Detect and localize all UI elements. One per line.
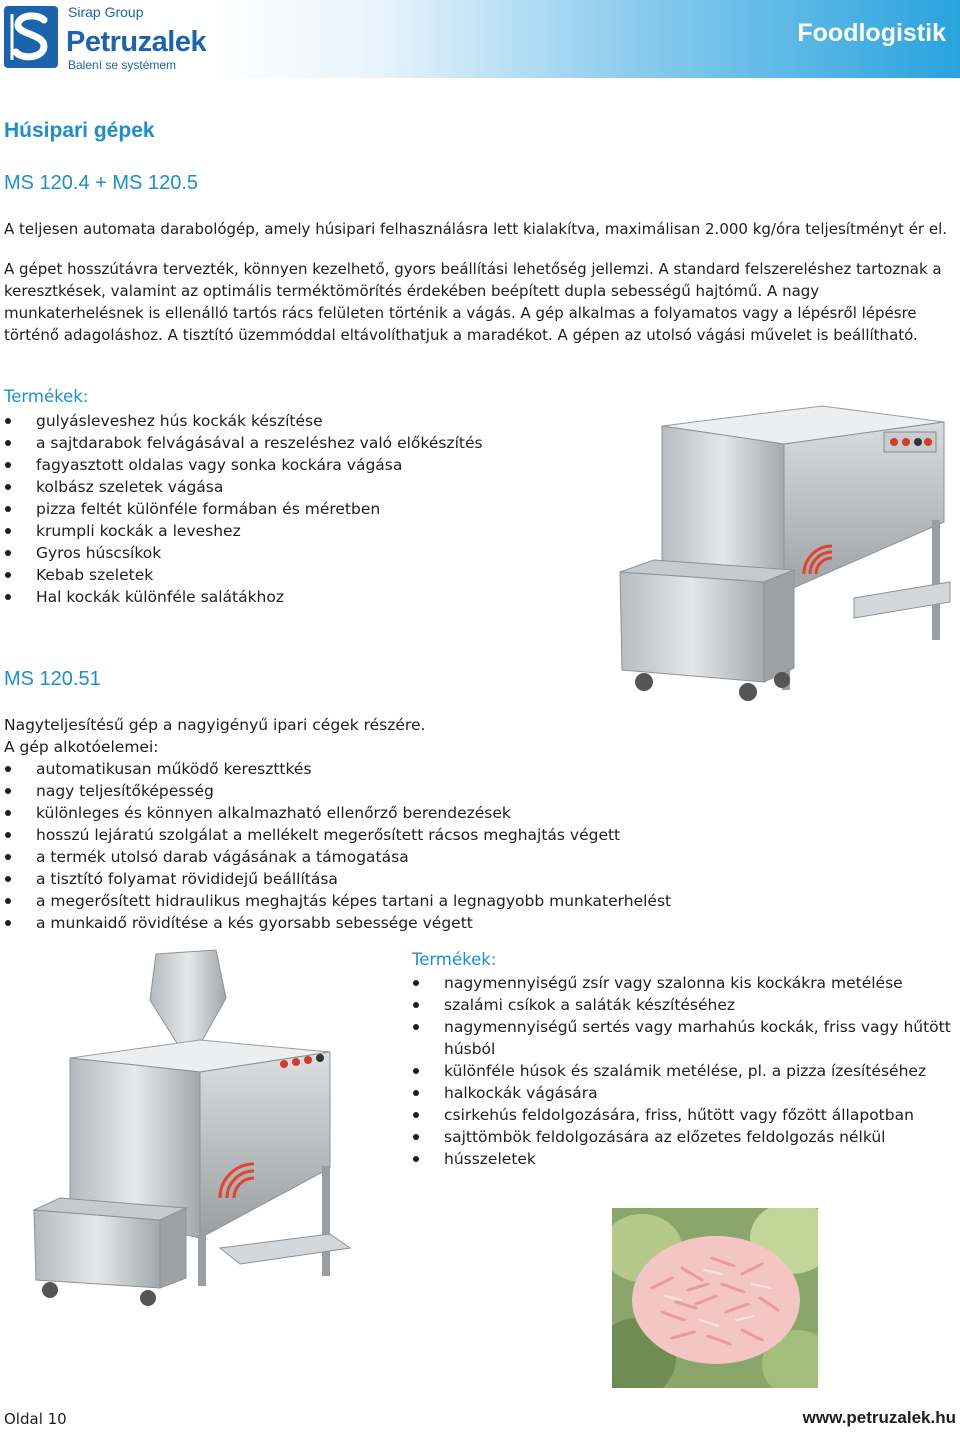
intro-paragraph: A gépet hosszútávra tervezték, könnyen kezelhető, gyors beállítási lehetőség jellemzi. A standard felszereléshez tartoznak a keresztkések, valamint az optimális terméktömörítés érdekében beépített dupla sebességű hajtómű. A nagy munkaterhelésnek is ellenálló tartós rács felületen történik a vágás. A gép alkalmas a folyamatos vagy a lépésről lépésre történő adagoláshoz. A tisztító üzemmóddal eltávolíthatjuk a maradékot. A gépen az utolsó vágási művelet is beállítható. [4, 260, 942, 344]
product2-description: Nagyteljesítésű gép a nagyigényű ipari cégek részére. [4, 716, 426, 734]
section-title: Foodlogistik [797, 19, 946, 47]
list-item: gulyásleveshez hús kockák készítése [4, 410, 624, 432]
list-item: sajttömbök feldolgozására az előzetes feldolgozás nélkül [412, 1126, 952, 1148]
list-item: krumpli kockák a leveshez [4, 520, 624, 542]
list-item: nagy teljesítőképesség [4, 780, 944, 802]
product2-features-list [4, 758, 944, 934]
intro-paragraph: A teljesen automata darabológép, amely húsipari felhasználásra lett kialakítva, maximálisan 2.000 kg/óra teljesítményt ér el. [4, 220, 948, 238]
product2-title: MS 120.51 [4, 668, 101, 690]
list-item: a megerősített hidraulikus meghajtás képes tartani a legnagyobb munkaterhelést [4, 890, 944, 912]
list-item: Kebab szeletek [4, 564, 624, 586]
list-item: a sajtdarabok felvágásával a reszeléshez való előkészítés [4, 432, 624, 454]
product1-products-list [4, 410, 624, 608]
product1-products-label: Termékek: [4, 387, 89, 406]
list-item: a termék utolsó darab vágásának a támogatása [4, 846, 944, 868]
product1-title: MS 120.4 + MS 120.5 [4, 172, 199, 194]
list-item: automatikusan működő kereszttkés [4, 758, 944, 780]
group-name: Sirap Group [68, 4, 144, 20]
list-item: csirkehús feldolgozására, friss, hűtött vagy főzött állapotban [412, 1104, 952, 1126]
product2-products-label: Termékek: [412, 950, 497, 969]
list-item: szalámi csíkok a saláták készítéséhez [412, 994, 952, 1016]
list-item: Gyros húscsíkok [4, 542, 624, 564]
page-number: Oldal 10 [4, 1410, 67, 1428]
petruzalek-logo-icon [4, 6, 58, 68]
product1-intro [4, 218, 958, 346]
list-item: nagymennyiségű zsír vagy szalonna kis kockákra metélése [412, 972, 952, 994]
brand-name: Petruzalek [66, 26, 207, 58]
machine-ms12051-image [30, 948, 390, 1308]
list-item: a tisztító folyamat rövididejű beállítása [4, 868, 944, 890]
list-item: kolbász szeletek vágása [4, 476, 624, 498]
website-link[interactable]: www.petruzalek.hu [802, 1408, 956, 1427]
product2-products-list [412, 972, 952, 1170]
diced-meat-image [612, 1208, 818, 1388]
list-item: különleges és könnyen alkalmazható ellenőrző berendezések [4, 802, 944, 824]
list-item: hússzeletek [412, 1148, 952, 1170]
page-title: Húsipari gépek [4, 119, 155, 142]
machine-ms1204-image [614, 402, 956, 704]
list-item: nagymennyiségű sertés vagy marhahús kockák, friss vagy hűtött húsból [412, 1016, 952, 1060]
list-item: hosszú lejáratú szolgálat a mellékelt megerősített rácsos meghajtás végett [4, 824, 944, 846]
list-item: különféle húsok és szalámik metélése, pl. a pizza ízesítéséhez [412, 1060, 952, 1082]
page-header [0, 0, 960, 78]
brand-tagline: Balení se systémem [68, 58, 177, 72]
list-item: fagyasztott oldalas vagy sonka kockára vágása [4, 454, 624, 476]
list-item: a munkaidő rövidítése a kés gyorsabb sebessége végett [4, 912, 944, 934]
list-item: Hal kockák különféle salátákhoz [4, 586, 624, 608]
list-item: pizza feltét különféle formában és méretben [4, 498, 624, 520]
list-item: halkockák vágására [412, 1082, 952, 1104]
product2-components-label: A gép alkotóelemei: [4, 738, 159, 756]
